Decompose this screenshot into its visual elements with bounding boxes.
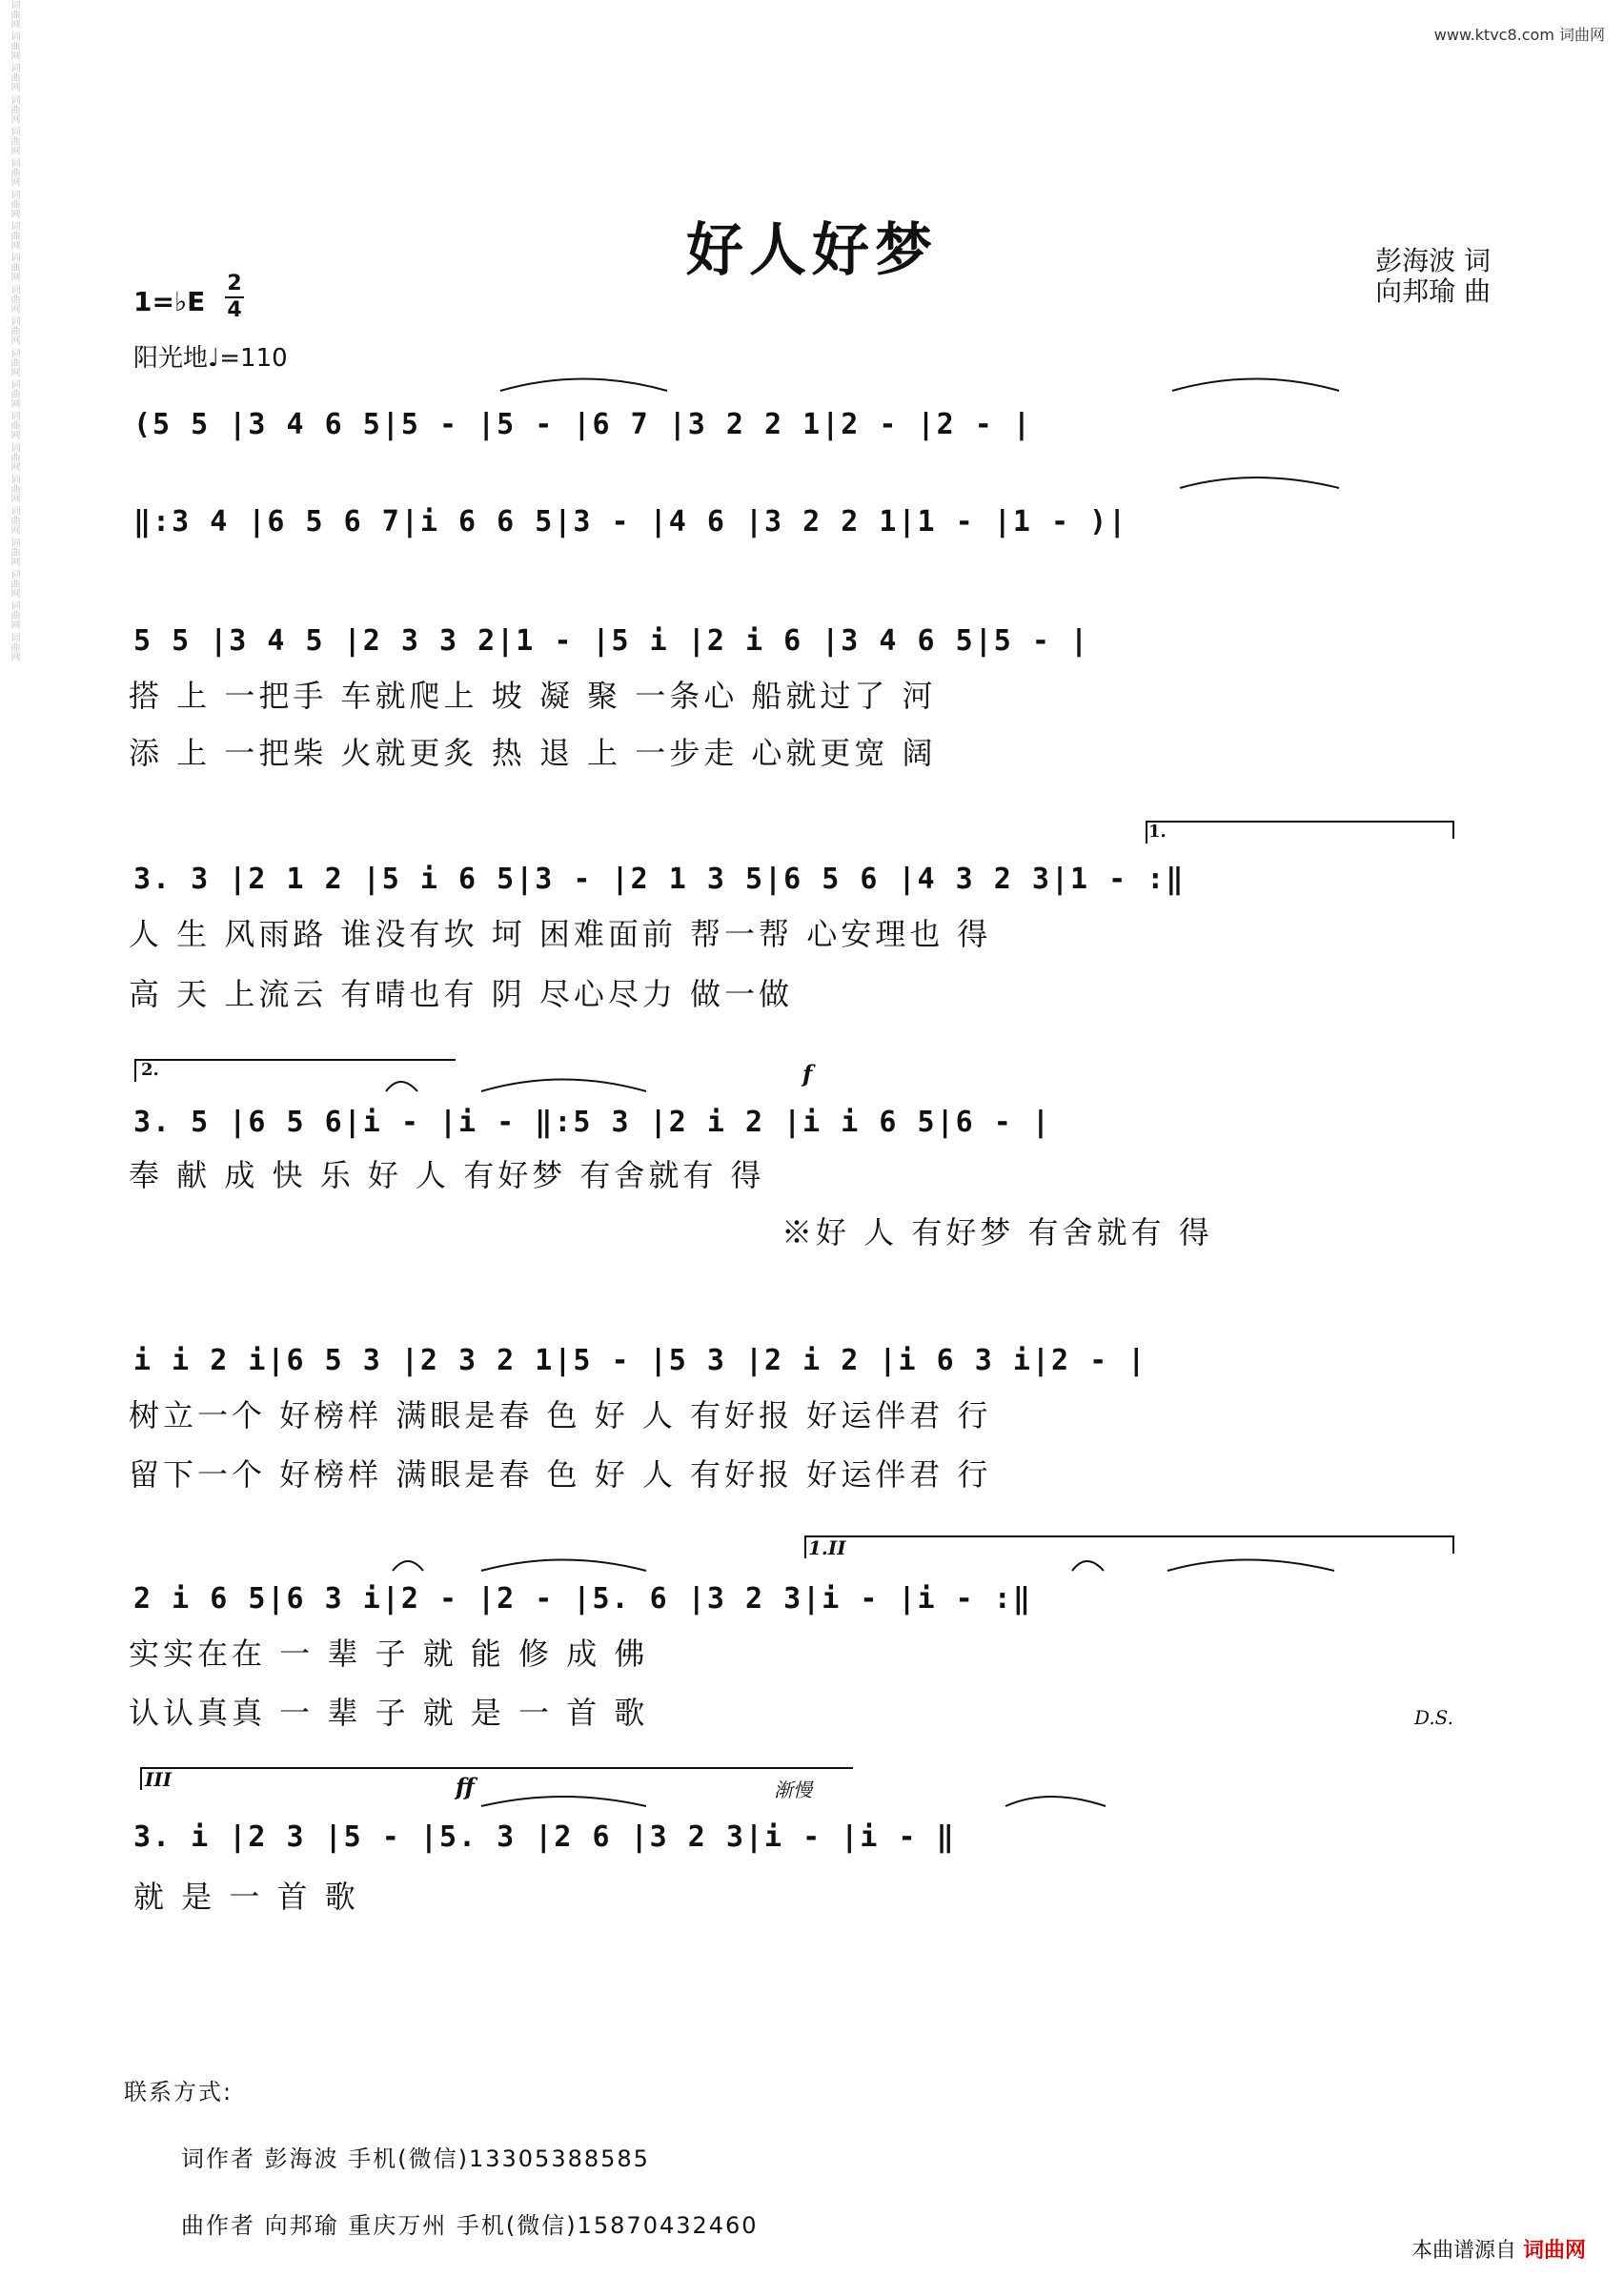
- system-7-lyrics-1: 实实在在 一 辈 子 就 能 修 成 佛: [129, 1636, 649, 1672]
- tie: [393, 1561, 423, 1571]
- system-4-notes: 3. 3 |2 1 2 |5 i 6 5|3 - |2 1 3 5|6 5 6 |4 3 2 3|1 - :‖: [133, 863, 1186, 896]
- site-header[interactable]: www.ktvc8.com 词曲网: [1433, 26, 1605, 44]
- volta-1-bracket: [1147, 822, 1453, 844]
- system-6-lyrics-1: 树立一个 好榜样 满眼是春 色 好 人 有好报 好运伴君 行: [129, 1397, 992, 1433]
- meter-top: 2: [227, 272, 242, 295]
- slur: [1167, 1560, 1334, 1572]
- volta-3-label: III: [145, 1768, 173, 1791]
- slur: [481, 1797, 646, 1806]
- slur: [1180, 478, 1339, 488]
- volta-2-label: 2.: [141, 1060, 159, 1080]
- system-3-notes: 5 5 |3 4 5 |2 3 3 2|1 - |5 i |2 i 6 |3 4 6 5|5 - |: [133, 624, 1090, 658]
- tie: [1072, 1561, 1104, 1571]
- system-8-lyrics-1: 就 是 一 首 歌: [133, 1879, 359, 1915]
- volta-2-bracket: [135, 1060, 456, 1082]
- slur: [1172, 379, 1339, 392]
- system-2-notes: ‖:3 4 |6 5 6 7|i 6 6 5|3 - |4 6 |3 2 2 1|1 - |1 - )|: [133, 505, 1128, 539]
- tie: [386, 1082, 417, 1091]
- volta-1-2-bracket: [805, 1536, 1453, 1558]
- footer-brand-link[interactable]: 词曲网: [1522, 2239, 1586, 2263]
- composer-credit: 向邦瑜 曲: [1375, 275, 1491, 307]
- system-6-notes: i i 2 i|6 5 3 |2 3 2 1|5 - |5 3 |2 i 2 |i 6 3 i|2 - |: [133, 1344, 1147, 1377]
- meter-bottom: 4: [225, 296, 244, 323]
- system-1-notes: (5 5 |3 4 6 5|5 - |5 - |6 7 |3 2 2 1|2 - |2 - |: [133, 408, 1032, 441]
- slur: [481, 1560, 646, 1572]
- tempo-marking: 阳光地♩=110: [133, 344, 288, 373]
- system-4-lyrics-1: 人 生 风雨路 谁没有坎 坷 困难面前 帮一帮 心安理也 得: [129, 916, 992, 952]
- footer-source: [1411, 2234, 1586, 2264]
- volta-1-label: 1.: [1148, 822, 1167, 842]
- dal-segno-mark: D.S.: [1414, 1706, 1454, 1729]
- system-5-lyrics-2: ※好 人 有好梦 有舍就有 得: [782, 1214, 1213, 1250]
- system-8-notes: 3. i |2 3 |5 - |5. 3 |2 6 |3 2 3|i - |i - ‖: [133, 1820, 956, 1854]
- contact-composer: 曲作者 向邦瑜 重庆万州 手机(微信)15870432460: [181, 2212, 759, 2239]
- system-5-notes: 3. 5 |6 5 6|i - |i - ‖:5 3 |2 i 2 |i i 6 5|6 - |: [133, 1106, 1051, 1139]
- system-7-notes: 2 i 6 5|6 3 i|2 - |2 - |5. 6 |3 2 3|i - |i - :‖: [133, 1582, 1032, 1616]
- slur: [500, 379, 667, 392]
- volta-3-bracket: [141, 1768, 853, 1790]
- contact-heading: 联系方式:: [124, 2079, 233, 2105]
- slur: [481, 1080, 646, 1092]
- system-3-lyrics-1: 搭 上 一把手 车就爬上 坡 凝 聚 一条心 船就过了 河: [129, 678, 937, 714]
- lyricist-credit: 彭海波 词: [1375, 245, 1491, 276]
- fortissimo-mark: ff: [456, 1773, 475, 1800]
- volta-1-2-label: 1.II: [808, 1536, 846, 1559]
- system-3-lyrics-2: 添 上 一把柴 火就更炙 热 退 上 一步走 心就更宽 阔: [129, 735, 937, 771]
- system-5-lyrics-1: 奉 献 成 快 乐 好 人 有好梦 有舍就有 得: [129, 1157, 765, 1193]
- contact-lyricist: 词作者 彭海波 手机(微信)13305388585: [181, 2145, 650, 2172]
- system-6-lyrics-2: 留下一个 好榜样 满眼是春 色 好 人 有好报 好运伴君 行: [129, 1456, 992, 1493]
- footer-prefix: 本曲谱源自: [1411, 2239, 1516, 2263]
- key-signature: 1=♭E: [133, 286, 206, 317]
- forte-mark: f: [802, 1060, 813, 1088]
- side-watermark: 词曲网 词曲网 词曲网 词曲网 词曲网 词曲网 词曲网 词曲网 词曲网 词曲网 词曲网 词曲网 词曲网 词曲网 词曲网 词曲网 词曲网 词曲网 词曲网 词曲网 词曲网: [9, 0, 19, 661]
- ritardando-mark: 渐慢: [774, 1779, 812, 1801]
- song-title: 好人好梦: [686, 217, 938, 284]
- system-7-lyrics-2: 认认真真 一 辈 子 就 是 一 首 歌: [129, 1695, 649, 1731]
- slur: [1005, 1797, 1106, 1806]
- system-4-lyrics-2: 高 天 上流云 有晴也有 阴 尽心尽力 做一做: [129, 976, 794, 1012]
